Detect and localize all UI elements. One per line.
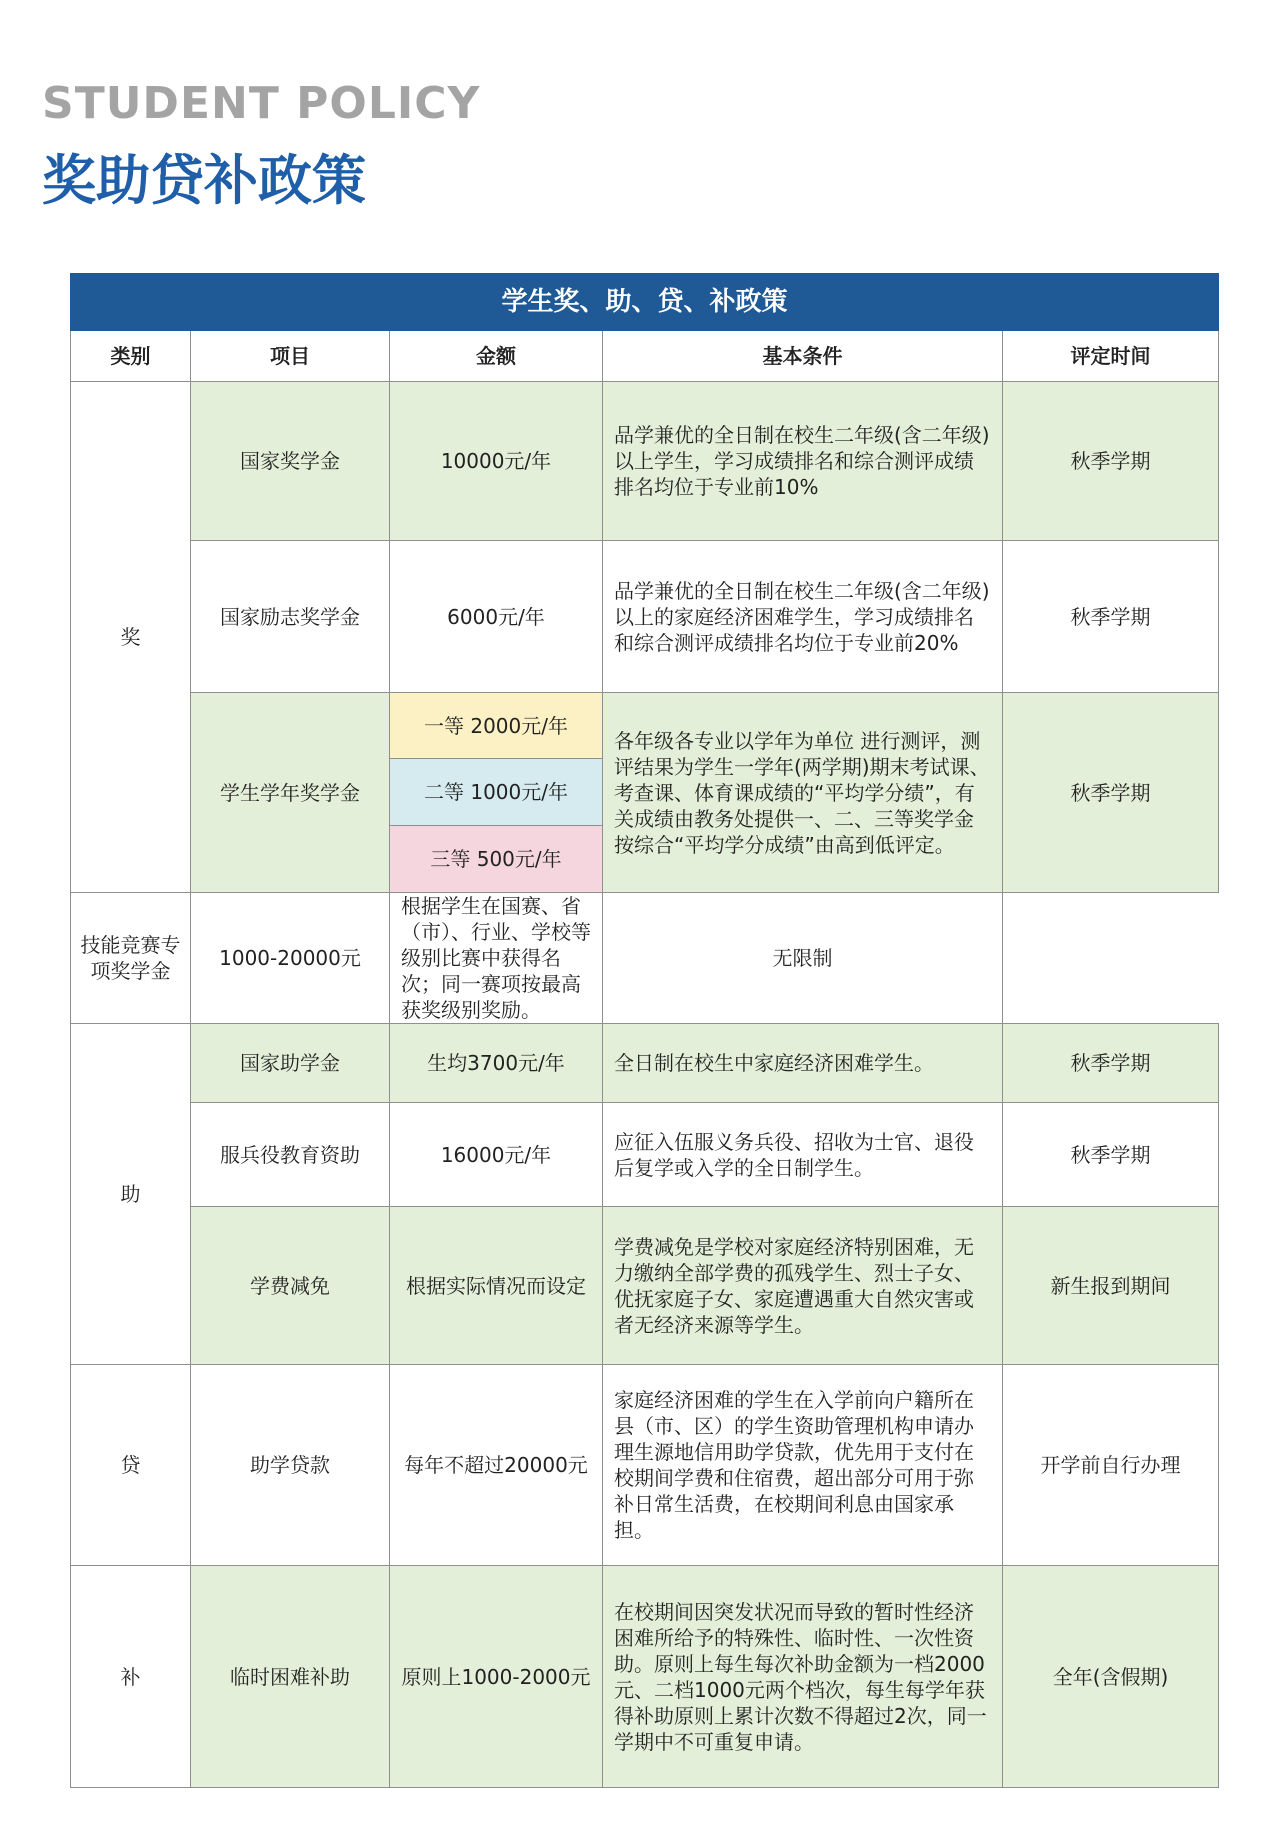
category-jiang: 奖 bbox=[71, 382, 191, 893]
time-cell: 秋季学期 bbox=[1003, 382, 1219, 541]
condition-cell: 全日制在校生中家庭经济困难学生。 bbox=[603, 1024, 1003, 1103]
table-row bbox=[71, 693, 1219, 759]
page-title: 奖助贷补政策 bbox=[42, 149, 366, 212]
condition-cell: 在校期间因突发状况而导致的暂时性经济困难所给予的特殊性、临时性、一次性资助。原则上每生每次补助金额为一档2000元、二档1000元两个档次，每生每学年获得补助原则上累计次数不得超过2次，同一学期中不可重复申请。 bbox=[603, 1566, 1003, 1788]
amount-cell: 1000-20000元 bbox=[191, 893, 390, 1024]
condition-cell: 家庭经济困难的学生在入学前向户籍所在县（市、区）的学生资助管理机构申请办理生源地信用助学贷款，优先用于支付在校期间学费和住宿费，超出部分可用于弥补日常生活费，在校期间利息由国家承担。 bbox=[603, 1365, 1003, 1566]
condition-cell: 根据学生在国赛、省（市）、行业、学校等级别比赛中获得名次；同一赛项按最高获奖级别奖励。 bbox=[390, 893, 603, 1024]
amount-cell: 10000元/年 bbox=[390, 382, 603, 541]
amount-cell: 根据实际情况而设定 bbox=[390, 1207, 603, 1365]
time-cell: 开学前自行办理 bbox=[1003, 1365, 1219, 1566]
table-row bbox=[71, 1103, 1219, 1207]
time-cell: 秋季学期 bbox=[1003, 541, 1219, 693]
table-row bbox=[71, 893, 1219, 1024]
condition-cell: 品学兼优的全日制在校生二年级(含二年级)以上的家庭经济困难学生，学习成绩排名和综合测评成绩排名均位于专业前20% bbox=[603, 541, 1003, 693]
amount-tier-2: 二等 1000元/年 bbox=[390, 759, 603, 826]
time-cell: 新生报到期间 bbox=[1003, 1207, 1219, 1365]
amount-cell: 每年不超过20000元 bbox=[390, 1365, 603, 1566]
item-cell: 国家励志奖学金 bbox=[191, 541, 390, 693]
category-bu: 补 bbox=[71, 1566, 191, 1788]
table-row bbox=[71, 1566, 1219, 1788]
amount-tier-1: 一等 2000元/年 bbox=[390, 693, 603, 759]
col-header-item: 项目 bbox=[191, 331, 390, 382]
col-header-time: 评定时间 bbox=[1003, 331, 1219, 382]
condition-cell: 各年级各专业以学年为单位 进行测评，测评结果为学生一学年(两学期)期末考试课、考查课、体育课成绩的“平均学分绩”，有关成绩由教务处提供一、二、三等奖学金按综合“平均学分成绩”由高到低评定。 bbox=[603, 693, 1003, 893]
table-caption: 学生奖、助、贷、补政策 bbox=[71, 274, 1219, 331]
item-cell: 服兵役教育资助 bbox=[191, 1103, 390, 1207]
category-zhu: 助 bbox=[71, 1024, 191, 1365]
time-cell: 全年(含假期) bbox=[1003, 1566, 1219, 1788]
category-dai: 贷 bbox=[71, 1365, 191, 1566]
table-row bbox=[71, 1024, 1219, 1103]
item-cell: 国家奖学金 bbox=[191, 382, 390, 541]
time-cell: 无限制 bbox=[603, 893, 1003, 1024]
time-cell: 秋季学期 bbox=[1003, 1103, 1219, 1207]
english-title: STUDENT POLICY bbox=[42, 78, 481, 129]
col-header-condition: 基本条件 bbox=[603, 331, 1003, 382]
item-cell: 学费减免 bbox=[191, 1207, 390, 1365]
table-row bbox=[71, 541, 1219, 693]
table-caption-row bbox=[71, 274, 1219, 331]
condition-cell: 学费减免是学校对家庭经济特别困难，无力缴纳全部学费的孤残学生、烈士子女、优抚家庭子女、家庭遭遇重大自然灾害或者无经济来源等学生。 bbox=[603, 1207, 1003, 1365]
item-cell: 国家助学金 bbox=[191, 1024, 390, 1103]
item-cell: 技能竞赛专项奖学金 bbox=[71, 893, 191, 1024]
table-header-row bbox=[71, 331, 1219, 382]
item-cell: 学生学年奖学金 bbox=[191, 693, 390, 893]
col-header-amount: 金额 bbox=[390, 331, 603, 382]
table-row bbox=[71, 1207, 1219, 1365]
amount-tier-3: 三等 500元/年 bbox=[390, 826, 603, 893]
amount-cell: 生均3700元/年 bbox=[390, 1024, 603, 1103]
policy-table bbox=[70, 273, 1219, 1788]
col-header-category: 类别 bbox=[71, 331, 191, 382]
amount-cell: 原则上1000-2000元 bbox=[390, 1566, 603, 1788]
amount-cell: 6000元/年 bbox=[390, 541, 603, 693]
item-cell: 临时困难补助 bbox=[191, 1566, 390, 1788]
condition-cell: 品学兼优的全日制在校生二年级(含二年级)以上学生，学习成绩排名和综合测评成绩 排名均位于专业前10% bbox=[603, 382, 1003, 541]
item-cell: 助学贷款 bbox=[191, 1365, 390, 1566]
condition-cell: 应征入伍服义务兵役、招收为士官、退役后复学或入学的全日制学生。 bbox=[603, 1103, 1003, 1207]
time-cell: 秋季学期 bbox=[1003, 693, 1219, 893]
time-cell: 秋季学期 bbox=[1003, 1024, 1219, 1103]
table-row bbox=[71, 1365, 1219, 1566]
table-row bbox=[71, 382, 1219, 541]
amount-cell: 16000元/年 bbox=[390, 1103, 603, 1207]
